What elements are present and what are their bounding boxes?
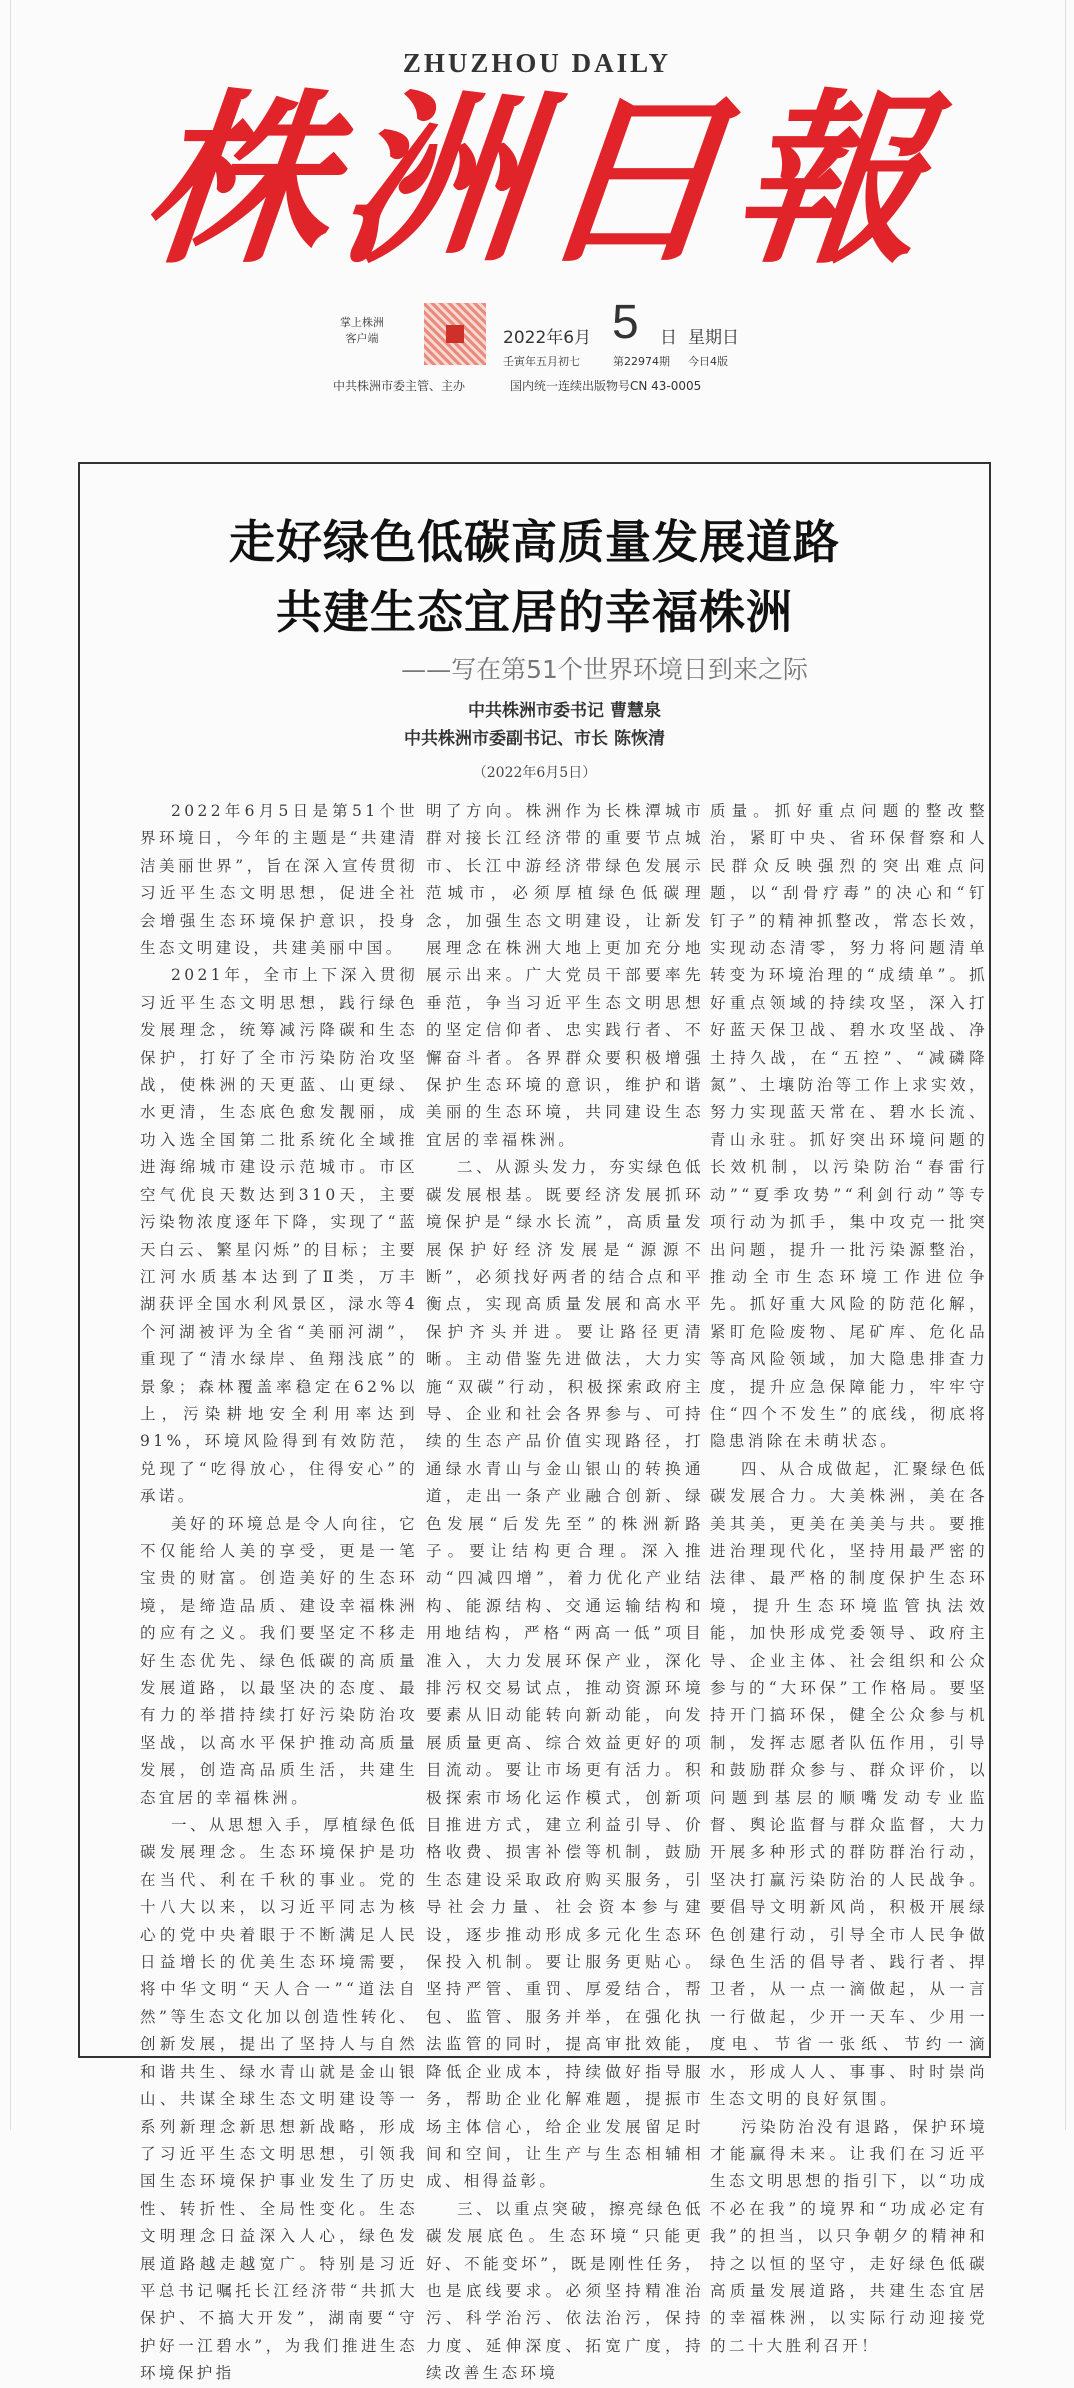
qr-logo bbox=[446, 325, 464, 343]
paragraph: 四、从合成做起，汇聚绿色低碳发展合力。大美株洲，美在各美其美，更美在美美与共。要推进治理现代化，坚持用最严密的法律、最严格的制度保护生态环境，提升生态环境监管执法效能，加快形成党委领导、政府主导、企业主体、社会组织和公众参与的“大环保”工作格局。要坚持开门搞环保，健全公众参与机制，发挥志愿者队伍作用，引导和鼓励群众参与、群众评价，以问题到基层的顺嘴发动专业监督、舆论监督与群众监督，大力开展多种形式的群防群治行动，坚决打赢污染防治的人民战争。要倡导文明新风尚，积极开展绿色创建行动，引导全市人民争做绿色生活的倡导者、践行者、捍卫者，从一点一滴做起，从一言一行做起，少开一天车、少用一度电、节省一张纸、节约一滴水，形成人人、事事、时时崇尚生态文明的良好氛围。 bbox=[710, 1459, 988, 2109]
newspaper-logo: 株洲日報 bbox=[134, 71, 946, 289]
masthead-english-name: ZHUZHOU DAILY bbox=[402, 48, 672, 78]
weekday: 星期日 bbox=[688, 328, 739, 348]
edition-count: 今日4版 bbox=[688, 355, 728, 368]
article-column-3 bbox=[710, 798, 988, 2360]
masthead-info bbox=[0, 295, 1074, 415]
paragraph: 质量。抓好重点问题的整改整治，紧盯中央、省环保督察和人民群众反映强烈的突出难点问题，以“刮骨疗毒”的决心和“钉钉子”的精神抓整改，常态长效，实现动态清零，努力将问题清单转变为环境治理的“成绩单”。抓好重点领域的持续攻坚，深入打好蓝天保卫战、碧水攻坚战、净土持久战，在“五控”、“减磷降氮”、土壤防治等工作上求实效，努力实现蓝天常在、碧水长流、青山永驻。抓好突出环境问题的长效机制，以污染防治“春雷行动”“夏季攻势”“利剑行动”等专项行动为抓手，集中攻克一批突出问题，提升一批污染源整治，推动全市生态环境工作进位争先。抓好重大风险的防范化解，紧盯危险废物、尾矿库、危化品等高风险领域，加大隐患排查力度，提升应急保障能力，牢牢守住“四个不发生”的底线，彻底将隐患消除在未萌状态。 bbox=[710, 802, 988, 1451]
app-label-line1: 掌上株洲 bbox=[340, 316, 384, 329]
issue-number: 第22974期 bbox=[613, 355, 670, 368]
article-date: （2022年6月5日） bbox=[472, 765, 597, 781]
app-label bbox=[340, 315, 384, 347]
publication-number: 国内统一连续出版物号CN 43-0005 bbox=[510, 379, 702, 393]
paragraph: 美好的环境总是令人向往，它不仅能给人美的享受，更是一笔宝贵的财富。创造美好的生态环境，是缔造品质、建设幸福株洲的应有之义。我们要坚定不移走好生态优先、绿色低碳的高质量发展道路，以最坚决的态度、最有力的举措持续打好污染防治攻坚战，以高水平保护推动高质量发展，创造高品质生活，共建生态宜居的幸福株洲。 bbox=[140, 1514, 418, 1807]
app-label-line2: 客户端 bbox=[345, 332, 379, 345]
lunar-date: 壬寅年五月初七 bbox=[503, 355, 580, 368]
organizer: 中共株洲市委主管、主办 bbox=[333, 379, 466, 393]
article-frame bbox=[78, 462, 991, 2383]
headline-line1: 走好绿色低碳高质量发展道路 bbox=[229, 515, 840, 569]
issue-date: 2022年6月 bbox=[503, 328, 592, 348]
article-column-1 bbox=[140, 798, 418, 2388]
article-column-2 bbox=[426, 798, 704, 2388]
subtitle: ——写在第51个世界环境日到来之际 bbox=[401, 655, 808, 684]
paragraph: 明了方向。株洲作为长株潭城市群对接长江经济带的重要节点城市、长江中游经济带绿色发展示范城市，必须厚植绿色低碳理念，加强生态文明建设，让新发展理念在株洲大地上更加充分地展示出来。广大党员干部要率先垂范，争当习近平生态文明思想的坚定信仰者、忠实践行者、不懈奋斗者。各界群众要积极增强保护生态环境的意识，维护和谐美丽的生态环境，共同建设生态宜居的幸福株洲。 bbox=[426, 802, 704, 1149]
issue-day: 5 bbox=[612, 296, 639, 349]
paragraph: 一、从思想入手，厚植绿色低碳发展理念。生态环境保护是功在当代、利在千秋的事业。党的十八大以来，以习近平同志为核心的党中央着眼于不断满足人民日益增长的优美生态环境需要，将中华文明“天人合一”“道法自然”等生态文化加以创造性转化、创新发展，提出了坚持人与自然和谐共生、绿水青山就是金山银山、共谋全球生态文明建设等一系列新理念新思想新战略，形成了习近平生态文明思想，引领我国生态环境保护事业发生了历史性、转折性、全局性变化。生态文明理念日益深入人心，绿色发展道路越走越宽广。特别是习近平总书记嘱托长江经济带“共抓大保护、不搞大开发”，湖南要“守护好一江碧水”，为我们推进生态环境保护指 bbox=[140, 1816, 418, 2383]
paragraph: 2021年，全市上下深入贯彻习近平生态文明思想，践行绿色发展理念，统筹减污降碳和生态保护，打好了全市污染防治攻坚战，使株洲的天更蓝、山更绿、水更清，生态底色愈发靓丽，成功入选全国第二批系统化全域推进海绵城市建设示范城市。市区空气优良天数达到310天，主要污染物浓度逐年下降，实现了“蓝天白云、繁星闪烁”的目标；主要江河水质基本达到了Ⅱ类，万丰湖获评全国水利风景区，渌水等4个河湖被评为全省“美丽河湖”，重现了“清水绿岸、鱼翔浅底”的景象；森林覆盖率稳定在62%以上，污染耕地安全利用率达到91%，环境风险得到有效防范，兑现了“吃得放心，住得安心”的承诺。 bbox=[140, 966, 418, 1506]
issue-day-suffix: 日 bbox=[660, 328, 677, 348]
author-1: 中共株洲市委书记 曹慧泉 bbox=[468, 701, 661, 721]
qr-code-icon[interactable] bbox=[424, 303, 486, 365]
author-2: 中共株洲市委副书记、市长 陈恢清 bbox=[404, 729, 665, 749]
paragraph: 污染防治没有退路，保护环境才能赢得未来。让我们在习近平生态文明思想的指引下，以“功成不必在我”的境界和“功成必定有我”的担当，以只争朝夕的精神和持之以恒的坚守，走好绿色低碳高质量发展道路，共建生态宜居的幸福株洲，以实际行动迎接党的二十大胜利召开！ bbox=[710, 2117, 988, 2355]
headline-line2: 共建生态宜居的幸福株洲 bbox=[276, 585, 793, 639]
paragraph: 三、以重点突破，擦亮绿色低碳发展底色。生态环境“只能更好、不能变坏”，既是刚性任务，也是底线要求。必须坚持精准治污、科学治污、依法治污，保持力度、延伸深度、拓宽广度，持续改善生态环境 bbox=[426, 2199, 704, 2383]
paragraph: 2022年6月5日是第51个世界环境日，今年的主题是“共建清洁美丽世界”，旨在深入宣传贯彻习近平生态文明思想，促进全社会增强生态环境保护意识，投身生态文明建设，共建美丽中国。 bbox=[140, 802, 418, 958]
paragraph: 二、从源头发力，夯实绿色低碳发展根基。既要经济发展抓环境保护是“绿水长流”，高质量发展保护好经济发展是“源源不断”，必须找好两者的结合点和平衡点，实现高质量发展和高水平保护齐头并进。要让路径更清晰。主动借鉴先进做法，大力实施“双碳”行动，积极探索政府主导、企业和社会各界参与、可持续的生态产品价值实现路径，打通绿水青山与金山银山的转换通道，走出一条产业融合创新、绿色发展“后发先至”的株洲新路子。要让结构更合理。深入推动“四减四增”，着力优化产业结构、能源结构、交通运输结构和用地结构，严格“两高一低”项目准入，大力发展环保产业，深化排污权交易试点，推动资源环境要素从旧动能转向新动能，向发展质量更高、综合效益更好的项目流动。要让市场更有活力。积极探索市场化运作模式，创新项目推进方式，建立利益引导、价格收费、损害补偿等机制，鼓励生态建设采取政府购买服务，引导社会力量、社会资本参与建设，逐步推动形成多元化生态环保投入机制。要让服务更贴心。坚持严管、重罚、厚爱结合，帮包、监管、服务并举，在强化执法监管的同时，提高审批效能，降低企业成本，持续做好指导服务，帮助企业化解难题，提振市场主体信心，给企业发展留足时间和空间，让生产与生态相辅相成、相得益彰。 bbox=[426, 1158, 704, 2191]
